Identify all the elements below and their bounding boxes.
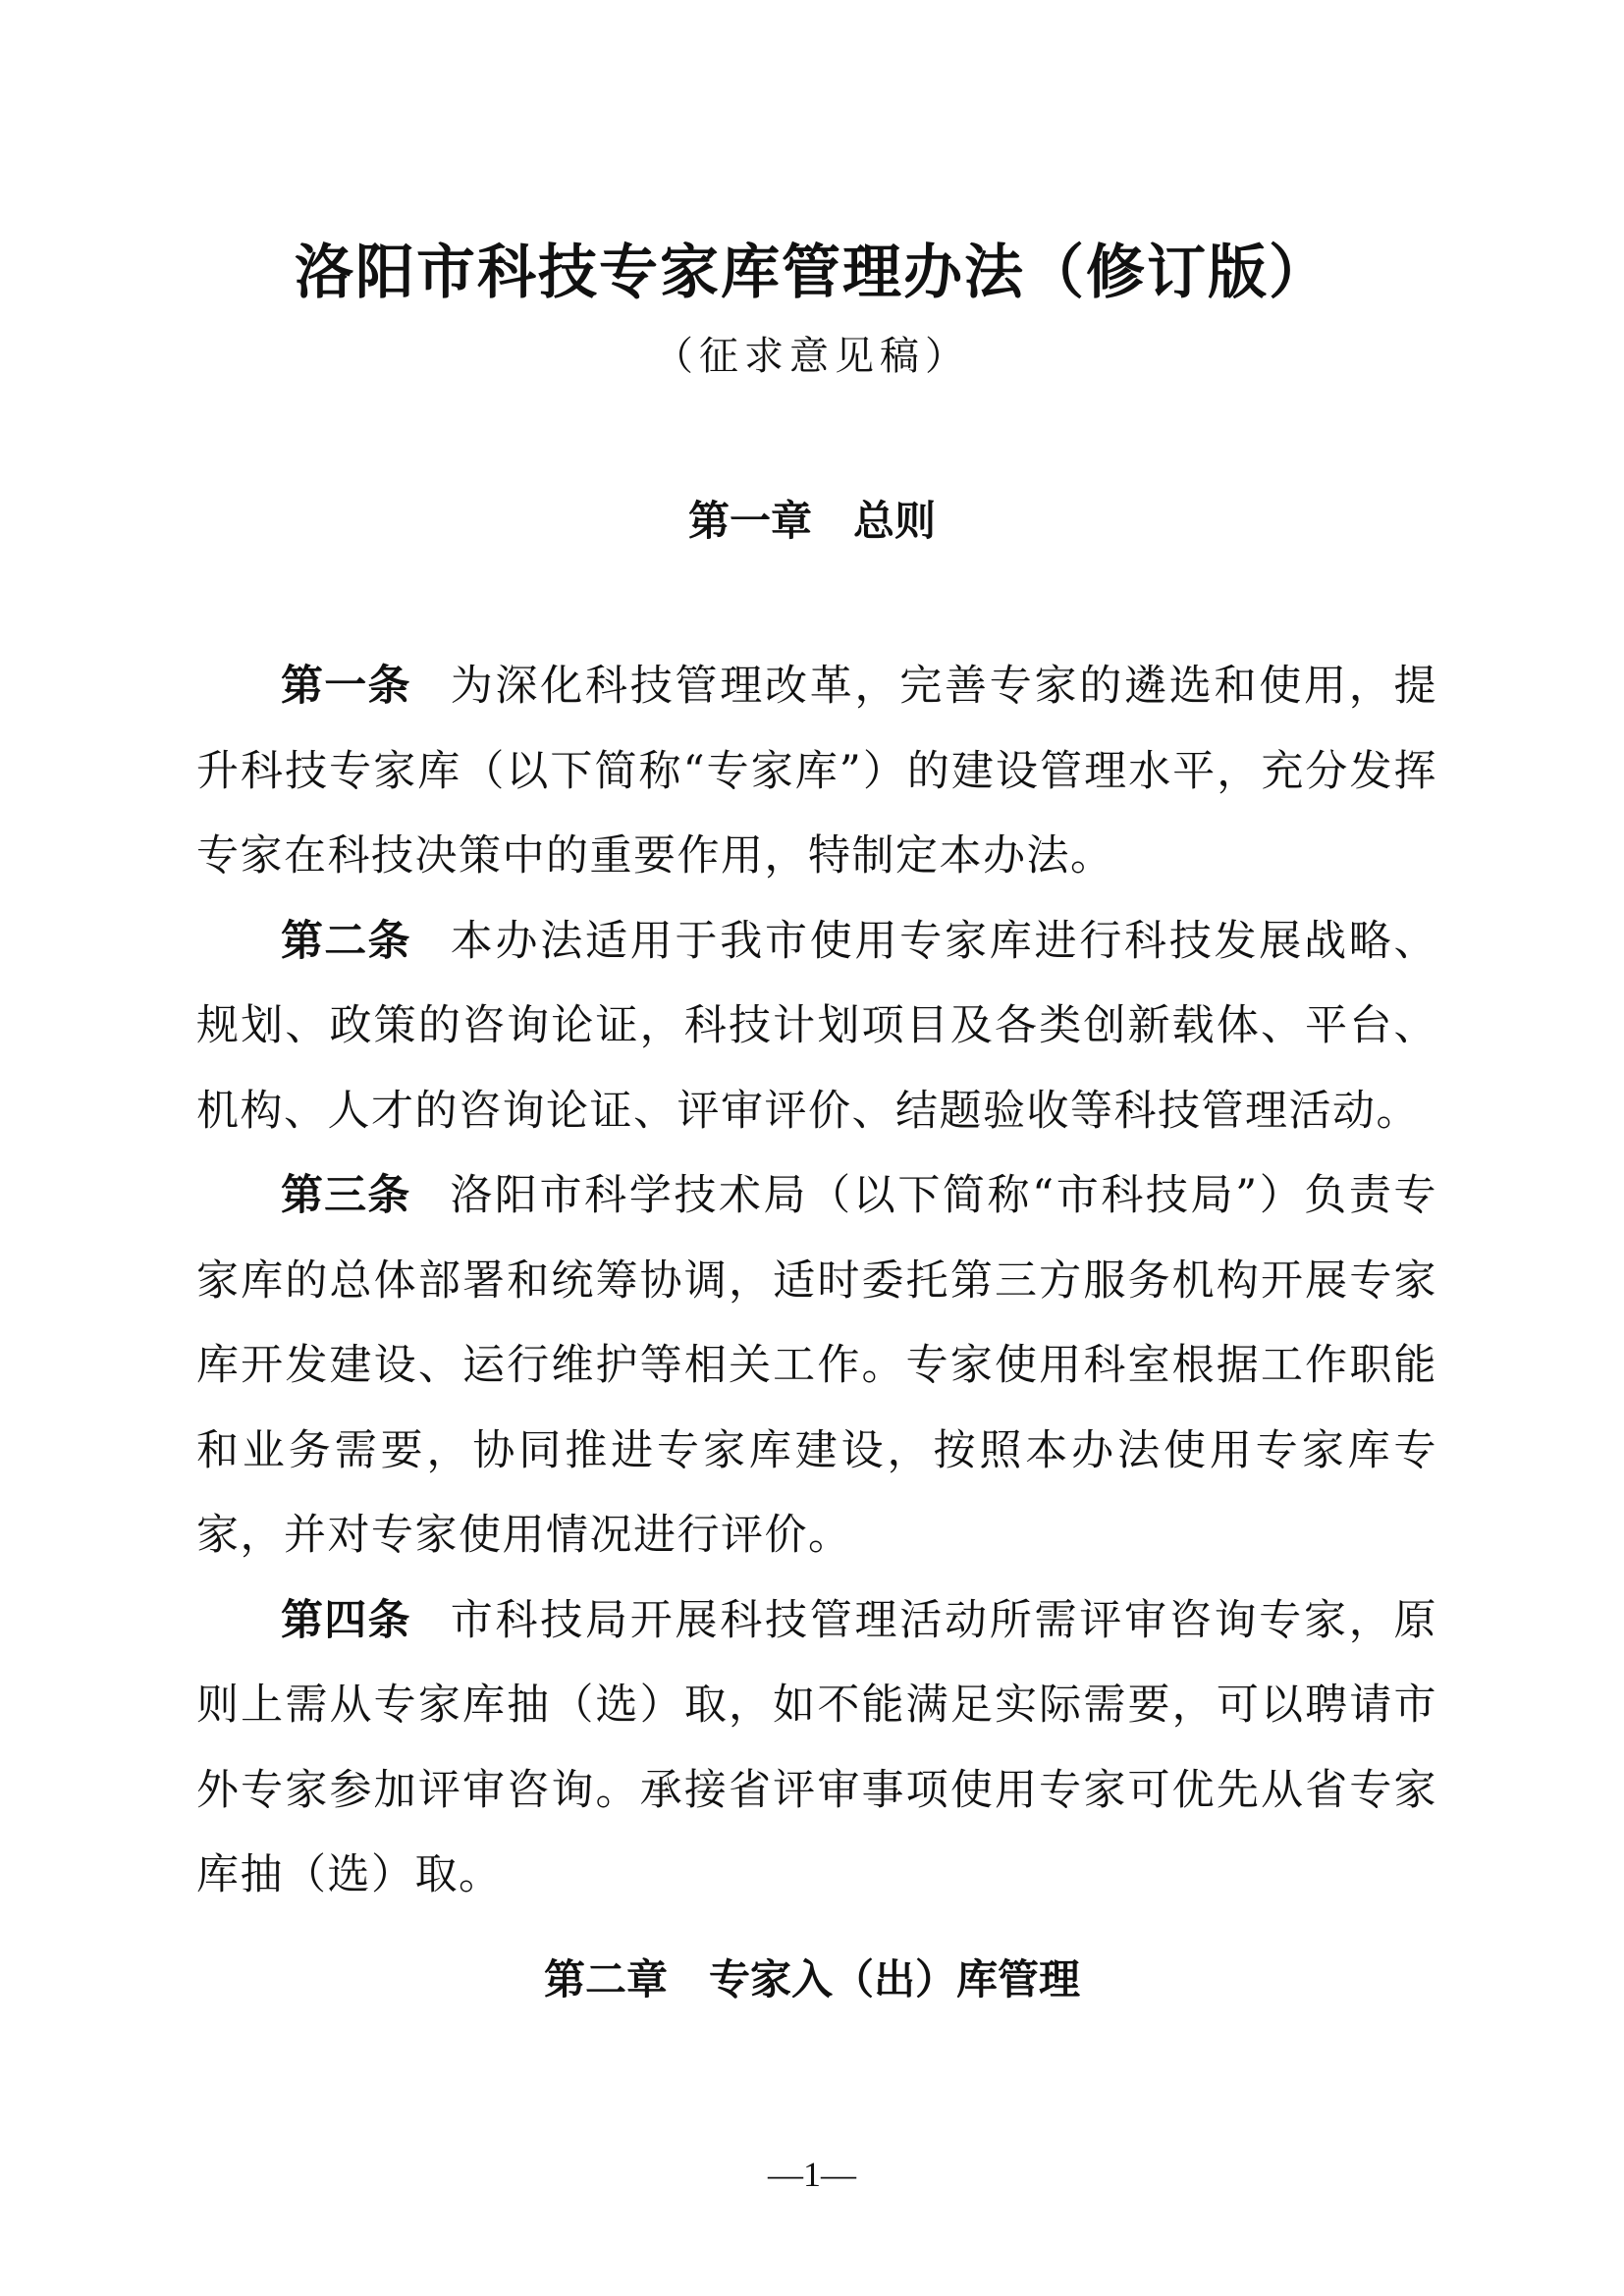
article-text: 市科技局开展科技管理活动所需评审咨询专家，原则上需从专家库抽（选）取，如不能满足实际需要，可以聘请市外专家参加评审咨询。承接省评审事项使用专家可优先从省专家库抽（选）取。 — [196, 1595, 1437, 1899]
article-paragraph — [196, 1153, 1437, 1578]
article-text: 洛阳市科学技术局（以下简称“市科技局”）负责专家库的总体部署和统筹协调，适时委托第三方服务机构开展专家库开发建设、运行维护等相关工作。专家使用科室根据工作职能和业务需要，协同推进专家库建设，按照本办法使用专家库专家，并对专家使用情况进行评价。 — [196, 1171, 1438, 1560]
document-subtitle: （征求意见稿） — [654, 334, 970, 379]
chapter-one-body — [196, 644, 1437, 1918]
article-number: 第二条 — [281, 916, 411, 966]
article-number: 第三条 — [281, 1171, 411, 1220]
page-number: —1— — [768, 2155, 856, 2194]
article-text: 为深化科技管理改革，完善专家的遴选和使用，提升科技专家库（以下简称“专家库”）的建设管理水平，充分发挥专家在科技决策中的重要作用，特制定本办法。 — [196, 662, 1437, 881]
chapter-heading: 第一章 总则 — [687, 497, 936, 545]
document-title: 洛阳市科技专家库管理办法（修订版） — [295, 239, 1329, 307]
article-number: 第一条 — [281, 662, 411, 711]
article-number: 第四条 — [281, 1595, 411, 1645]
article-paragraph — [196, 644, 1437, 899]
chapter-heading: 第二章 专家入（出）库管理 — [543, 1955, 1080, 2003]
article-paragraph — [196, 899, 1437, 1154]
article-text: 本办法适用于我市使用专家库进行科技发展战略、规划、政策的咨询论证，科技计划项目及各类创新载体、平台、机构、人才的咨询论证、评审评价、结题验收等科技管理活动。 — [196, 916, 1437, 1136]
article-paragraph — [196, 1578, 1437, 1918]
